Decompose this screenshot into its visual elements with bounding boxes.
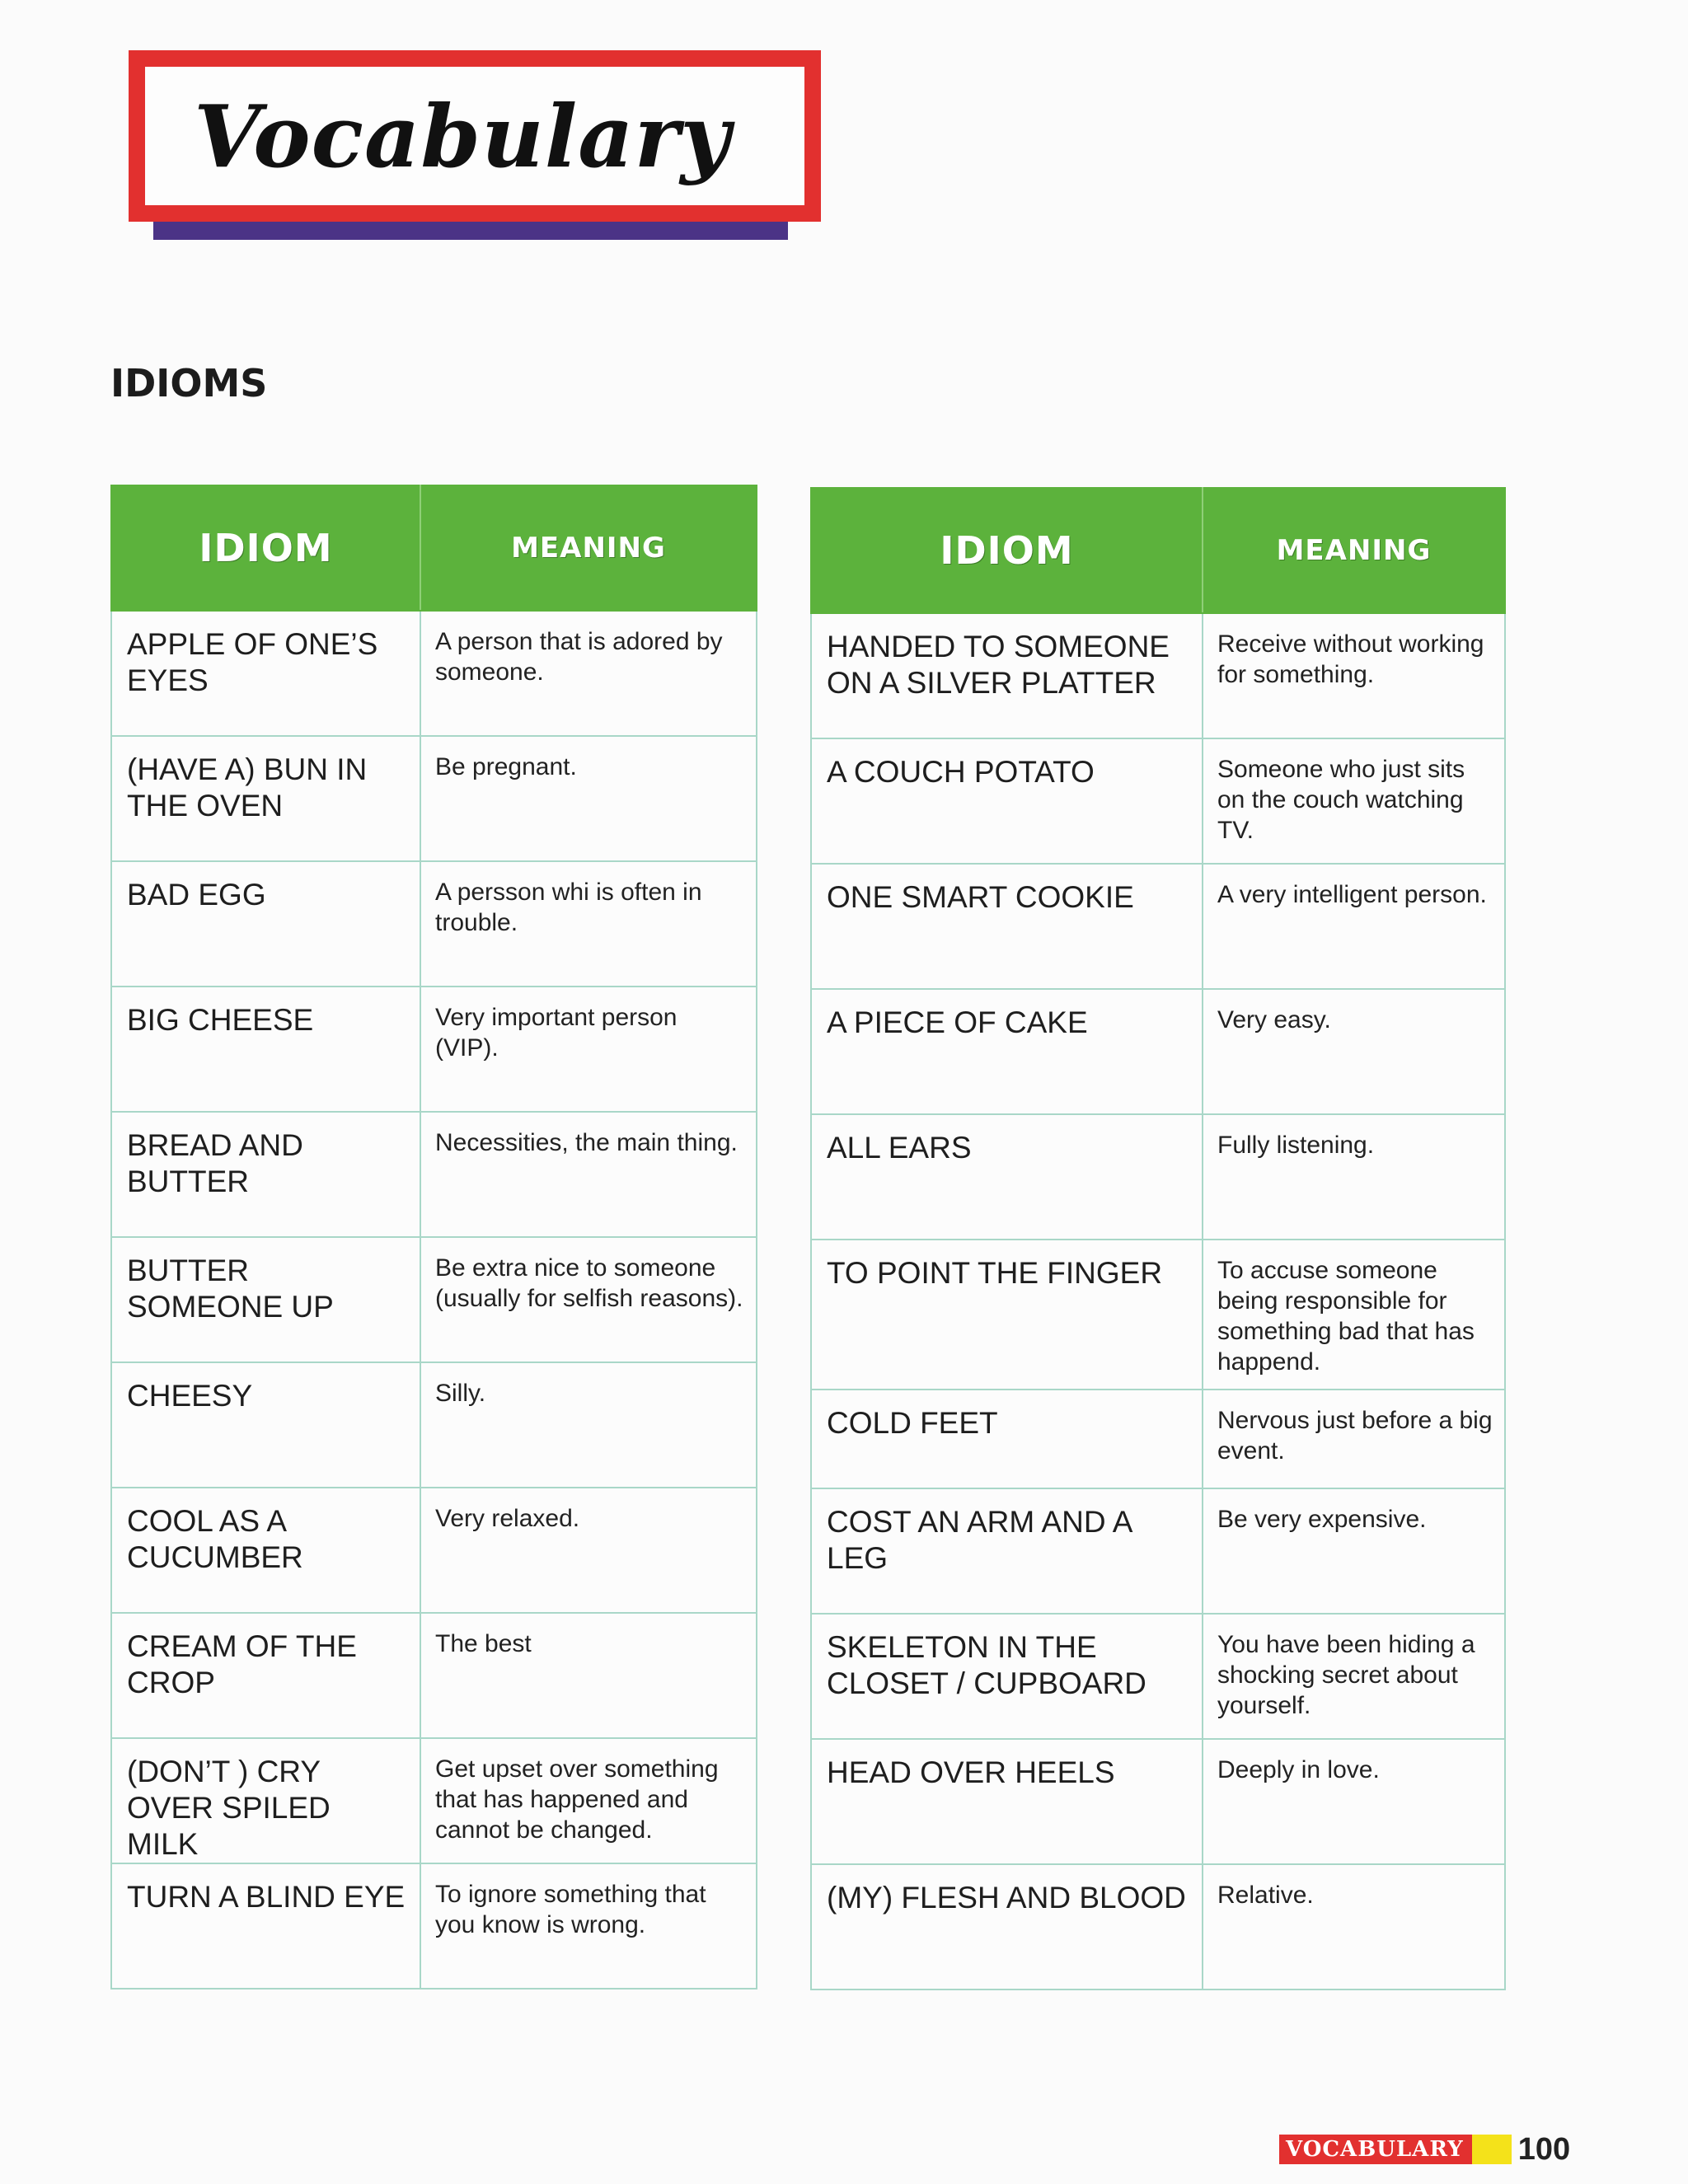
table-row <box>811 738 1505 864</box>
meaning-cell: A persson whi is often in trouble. <box>420 861 757 987</box>
table-header-row <box>111 485 757 611</box>
meaning-cell: Relative. <box>1203 1864 1505 1990</box>
table-row <box>111 1488 757 1613</box>
footer-label: VOCABULARY <box>1279 2135 1472 2164</box>
idiom-cell: COLD FEET <box>811 1390 1203 1488</box>
idiom-column-header: IDIOM <box>811 488 1203 613</box>
meaning-cell: Very easy. <box>1203 989 1505 1114</box>
idiom-cell: (MY) FLESH AND BLOOD <box>811 1864 1203 1990</box>
meaning-cell: You have been hiding a shocking secret about yourself. <box>1203 1614 1505 1739</box>
title-box <box>129 50 821 222</box>
idiom-cell: COOL AS A CUCUMBER <box>111 1488 420 1613</box>
table-row <box>111 611 757 736</box>
meaning-cell: Nervous just before a big event. <box>1203 1390 1505 1488</box>
meaning-cell: Be pregnant. <box>420 736 757 861</box>
table-row <box>111 861 757 987</box>
title-banner <box>129 50 821 248</box>
table-row <box>811 989 1505 1114</box>
footer-yellow-bar <box>1472 2135 1512 2164</box>
meaning-cell: A very intelligent person. <box>1203 864 1505 989</box>
meaning-cell: Necessities, the main thing. <box>420 1112 757 1237</box>
table-row <box>111 1237 757 1362</box>
table-row <box>111 1112 757 1237</box>
meaning-cell: Be very expensive. <box>1203 1488 1505 1614</box>
table-row <box>111 1613 757 1738</box>
meaning-cell: Be extra nice to someone (usually for selfish reasons). <box>420 1237 757 1362</box>
meaning-cell: To ignore something that you know is wrong. <box>420 1863 757 1989</box>
table-header-row <box>811 488 1505 613</box>
meaning-cell: Fully listening. <box>1203 1114 1505 1240</box>
meaning-cell: Deeply in love. <box>1203 1739 1505 1864</box>
table-row <box>111 1738 757 1863</box>
page-title: Vocabulary <box>194 85 731 187</box>
table-row <box>111 736 757 861</box>
idiom-cell: A PIECE OF CAKE <box>811 989 1203 1114</box>
table-row <box>111 1362 757 1488</box>
idiom-cell: SKELETON IN THE CLOSET / CUPBOARD <box>811 1614 1203 1739</box>
idiom-cell: (DON’T ) CRY OVER SPILED MILK <box>111 1738 420 1863</box>
meaning-column-header: MEANING <box>1203 488 1505 613</box>
idiom-cell: BREAD AND BUTTER <box>111 1112 420 1237</box>
idiom-cell: ALL EARS <box>811 1114 1203 1240</box>
idiom-cell: COST AN ARM AND A LEG <box>811 1488 1203 1614</box>
idiom-cell: APPLE OF ONE’S EYES <box>111 611 420 736</box>
table-row <box>111 1863 757 1989</box>
meaning-cell: Get upset over something that has happened and cannot be changed. <box>420 1738 757 1863</box>
meaning-column-header: MEANING <box>420 485 757 611</box>
idioms-table-right <box>810 487 1506 1990</box>
meaning-cell: To accuse someone being responsible for something bad that has happend. <box>1203 1240 1505 1390</box>
table-row <box>811 1488 1505 1614</box>
idiom-cell: HANDED TO SOMEONE ON A SILVER PLATTER <box>811 613 1203 738</box>
idiom-cell: CREAM OF THE CROP <box>111 1613 420 1738</box>
meaning-cell: A person that is adored by someone. <box>420 611 757 736</box>
idiom-cell: A COUCH POTATO <box>811 738 1203 864</box>
idiom-cell: CHEESY <box>111 1362 420 1488</box>
idiom-cell: BUTTER SOMEONE UP <box>111 1237 420 1362</box>
idiom-cell: TURN A BLIND EYE <box>111 1863 420 1989</box>
table-row <box>811 1739 1505 1864</box>
idiom-cell: BAD EGG <box>111 861 420 987</box>
idiom-cell: HEAD OVER HEELS <box>811 1739 1203 1864</box>
idiom-cell: (HAVE A) BUN IN THE OVEN <box>111 736 420 861</box>
idiom-cell: ONE SMART COOKIE <box>811 864 1203 989</box>
meaning-cell: Someone who just sits on the couch watching TV. <box>1203 738 1505 864</box>
idiom-cell: TO POINT THE FINGER <box>811 1240 1203 1390</box>
table-row <box>811 864 1505 989</box>
table-row <box>811 613 1505 738</box>
table-row <box>811 1864 1505 1990</box>
idiom-column-header: IDIOM <box>111 485 420 611</box>
section-heading: IDIOMS <box>110 361 268 405</box>
page-footer <box>1279 2131 1571 2167</box>
idiom-cell: BIG CHEESE <box>111 987 420 1112</box>
table-row <box>811 1240 1505 1390</box>
page-number: 100 <box>1517 2131 1571 2167</box>
meaning-cell: Receive without working for something. <box>1203 613 1505 738</box>
table-row <box>811 1390 1505 1488</box>
table-row <box>811 1114 1505 1240</box>
meaning-cell: Silly. <box>420 1362 757 1488</box>
table-row <box>111 987 757 1112</box>
meaning-cell: Very important person (VIP). <box>420 987 757 1112</box>
meaning-cell: Very relaxed. <box>420 1488 757 1613</box>
table-row <box>811 1614 1505 1739</box>
idioms-table-left <box>110 485 757 1990</box>
meaning-cell: The best <box>420 1613 757 1738</box>
